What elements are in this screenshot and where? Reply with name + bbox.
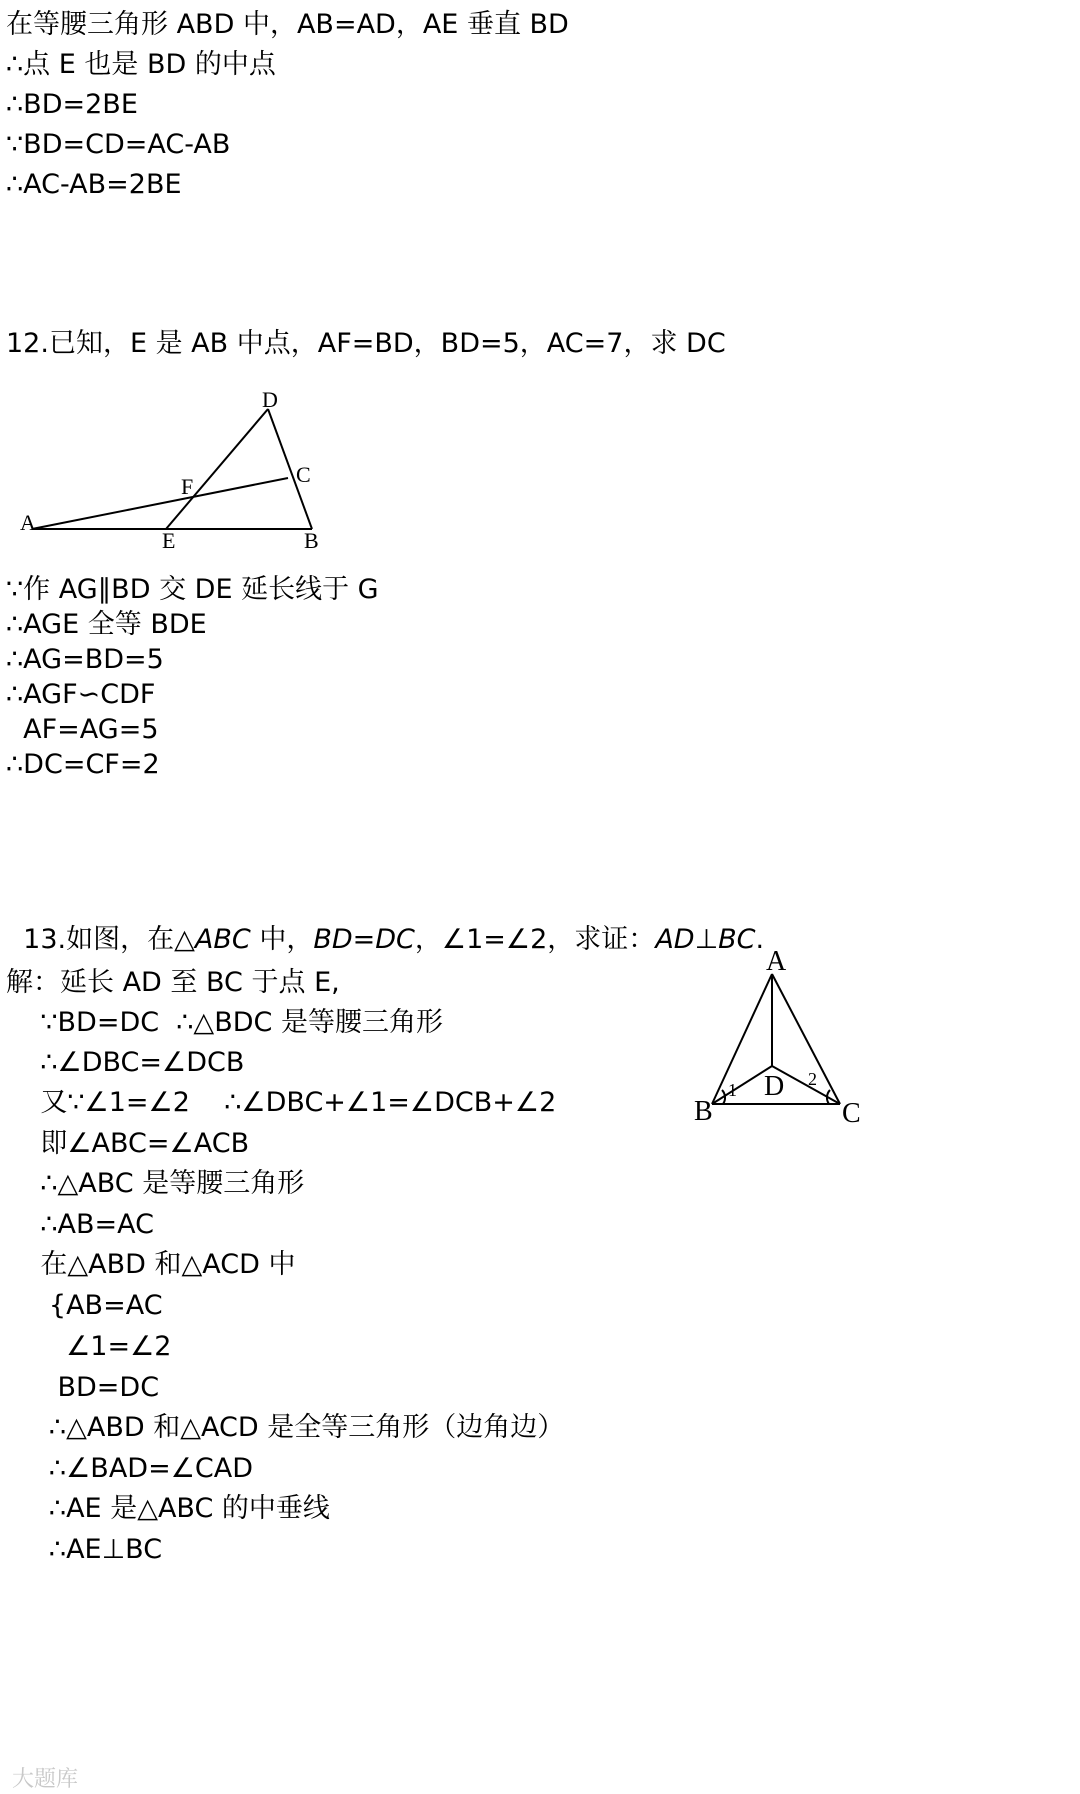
- problem12-figure: [18, 385, 378, 555]
- label-c13: C: [842, 1098, 861, 1129]
- section11-line-5: ∴AC-AB=2BE: [6, 169, 182, 200]
- section11-line-4: ∵BD=CD=AC-AB: [6, 129, 231, 160]
- problem13-line-8: 在△ABD 和△ACD 中: [6, 1249, 296, 1280]
- section11-line-2: ∴点 E 也是 BD 的中点: [6, 49, 276, 80]
- problem13-figure: [690, 940, 930, 1140]
- problem13-line-6: ∴△ABC 是等腰三角形: [6, 1168, 305, 1199]
- problem12-line-5: AF=AG=5: [6, 714, 159, 745]
- problem13-line-5: 即∠ABC=∠ACB: [6, 1128, 250, 1159]
- problem12-line-4: ∴AGF∽CDF: [6, 679, 156, 710]
- label-a: A: [20, 510, 36, 535]
- problem13-line-4: 又∵∠1=∠2 ∴∠DBC+∠1=∠DCB+∠2: [6, 1087, 557, 1118]
- q-end: .: [755, 924, 765, 955]
- q-perp: ⊥: [694, 924, 719, 955]
- section11-line-3: ∴BD=2BE: [6, 89, 138, 120]
- problem13-line-7: ∴AB=AC: [6, 1209, 154, 1240]
- problem13-question: [6, 889, 764, 957]
- q-prefix: 13.如图，在△: [23, 924, 195, 955]
- q-bddc: BD=DC: [313, 924, 415, 955]
- section11-line-1: 在等腰三角形 ABD 中，AB=AD，AE 垂直 BD: [6, 9, 569, 40]
- watermark: 大题库: [12, 1767, 79, 1792]
- label-f: F: [181, 474, 194, 499]
- problem12-line-6: ∴DC=CF=2: [6, 749, 160, 780]
- label-d: D: [262, 387, 278, 412]
- q-angles: ，∠1=∠2，求证：: [414, 924, 656, 955]
- problem13-line-12: ∴△ABD 和△ACD 是全等三角形（边角边）: [6, 1412, 565, 1443]
- problem13-line-1: 解：延长 AD 至 BC 于点 E,: [6, 967, 340, 998]
- problem13-line-9: {AB=AC: [6, 1290, 163, 1321]
- label-angle-2: 2: [808, 1069, 817, 1089]
- label-c: C: [296, 462, 311, 487]
- label-d13: D: [764, 1071, 785, 1102]
- problem13-line-10: ∠1=∠2: [6, 1331, 172, 1362]
- problem12-line-2: ∴AGE 全等 BDE: [6, 609, 207, 640]
- q-ad: AD: [655, 924, 695, 955]
- problem12-question: 12.已知，E 是 AB 中点，AF=BD，BD=5，AC=7，求 DC: [6, 328, 726, 359]
- label-angle-1: 1: [728, 1080, 737, 1100]
- label-b13: B: [694, 1096, 713, 1127]
- problem13-line-2: ∵BD=DC ∴△BDC 是等腰三角形: [6, 1007, 443, 1038]
- problem12-line-1: ∵作 AG∥BD 交 DE 延长线于 G: [6, 574, 379, 605]
- problem13-line-11: BD=DC: [6, 1372, 160, 1403]
- q-abc: ABC: [194, 924, 251, 955]
- problem13-line-13: ∴∠BAD=∠CAD: [6, 1453, 254, 1484]
- label-a13: A: [766, 946, 787, 977]
- q-bc: BC: [718, 924, 756, 955]
- problem13-line-14: ∴AE 是△ABC 的中垂线: [6, 1493, 330, 1524]
- problem13-line-15: ∴AE⊥BC: [6, 1534, 163, 1565]
- problem13-line-3: ∴∠DBC=∠DCB: [6, 1047, 245, 1078]
- label-e: E: [162, 528, 176, 553]
- label-b: B: [304, 528, 319, 553]
- problem12-line-3: ∴AG=BD=5: [6, 644, 164, 675]
- q-mid: 中，: [250, 924, 314, 955]
